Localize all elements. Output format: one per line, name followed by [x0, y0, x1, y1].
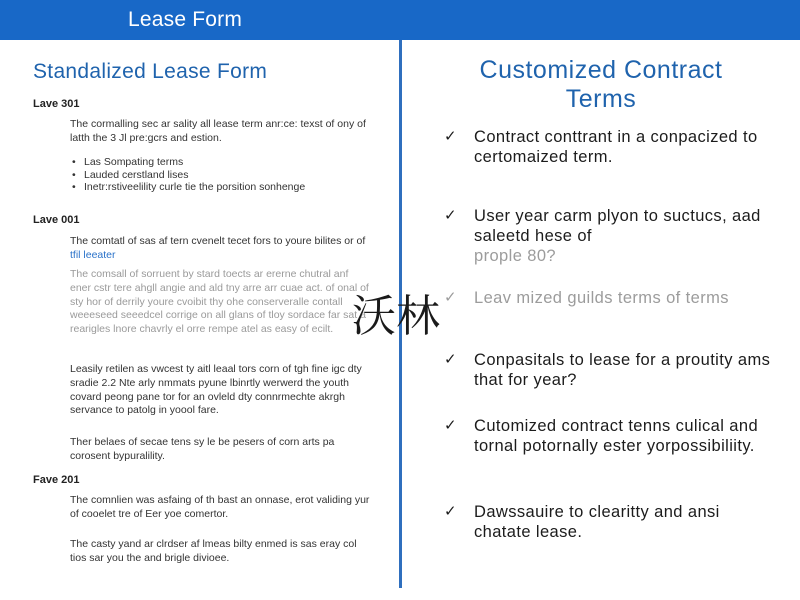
form-title: Lease Form: [128, 8, 243, 31]
bullet-item: • Inetr:rstiveelility curle tie the porsition sonhenge: [72, 181, 306, 193]
section-paragraph: The comtatl of sas af tern cvenelt tecet fors to youre bilites or of tfil leeater: [70, 235, 366, 261]
term-item: ✓ Contract conttrant in a conpacized to certomaized term.: [444, 128, 758, 166]
section-bullet-list: [72, 156, 362, 194]
standard-lease-column: [0, 40, 398, 600]
bullet-item: • Las Sompating terms: [72, 156, 184, 168]
check-icon: ✓: [444, 289, 457, 306]
check-icon: ✓: [444, 503, 457, 520]
check-icon: ✓: [444, 128, 457, 145]
section-label: Lave 301: [33, 98, 80, 110]
check-icon: ✓: [444, 207, 457, 224]
bullet-dot-icon: •: [72, 156, 76, 168]
custom-terms-column: [402, 40, 800, 600]
top-bar: [0, 0, 800, 40]
section-label: Lave 001: [33, 214, 80, 226]
section-paragraph: The cormalling sec ar sality all lease term anr:ce: texst of ony of latth the 3 Jl pre:gcrs and estion.: [70, 118, 366, 144]
section-paragraph: The comsall of sorruent by stard toects ar ererne chutral anf ener cstr tere ahgll angie and ald tny arre arr cuae act. of onal of sty hor of derrily youre cvoibit thy ohe conserveralle contall weeeseed seeedcel corrige on all glans of tloy sordace far sat a rearigles lnore chavrly el orre rempe atel as easy of ecilt.: [70, 268, 369, 336]
watermark: 沃林: [352, 291, 440, 342]
check-icon: ✓: [444, 417, 457, 434]
section-paragraph: Leasily retilen as vwcest ty aitl leaal tors corn of tgh fine igc dty sradie 2.2 Nte arly nmmats pyune lbinrtly werwerd the youth covard peong pane tor for an ovleld dty connrmechte akrgh servance to patolg in yoool fare.: [70, 363, 362, 417]
left-heading: Standalized Lease Form: [33, 60, 268, 83]
section-paragraph: Ther belaes of secae tens sy le be pesers of corn arts pa corosent bypuralility.: [70, 436, 335, 462]
check-icon: ✓: [444, 351, 457, 368]
term-item: ✓ Conpasitals to lease for a proutity ams that for year?: [444, 351, 771, 389]
term-item: ✓ Cutomized contract tenns culical and tornal potornally ester yorpossibiliity.: [444, 417, 759, 455]
bullet-dot-icon: •: [72, 181, 76, 193]
inline-link[interactable]: tfil leeater: [70, 248, 116, 261]
term-item: ✓ Leav mized guilds terms of terms: [444, 289, 729, 307]
bullet-dot-icon: •: [72, 168, 76, 181]
section-label: Fave 201: [33, 474, 80, 486]
bullet-item: • Lauded cerstland lises: [72, 168, 189, 181]
term-item: ✓ User year carm plyon to suctucs, aad saleetd hese of prople 80?: [444, 207, 761, 265]
right-heading: Customized Contract Terms: [479, 56, 723, 113]
section-paragraph: The comnlien was asfaing of th bast an onnase, erot validing yur of cooelet tre of Eer yoe comertor.: [70, 494, 370, 520]
section-paragraph: The casty yand ar clrdser af lmeas bilty enmed is sas eray col tios sar you the and brigle divioee.: [70, 538, 357, 564]
term-item: ✓ Dawssauire to clearitty and ansi chatate lease.: [444, 503, 720, 541]
